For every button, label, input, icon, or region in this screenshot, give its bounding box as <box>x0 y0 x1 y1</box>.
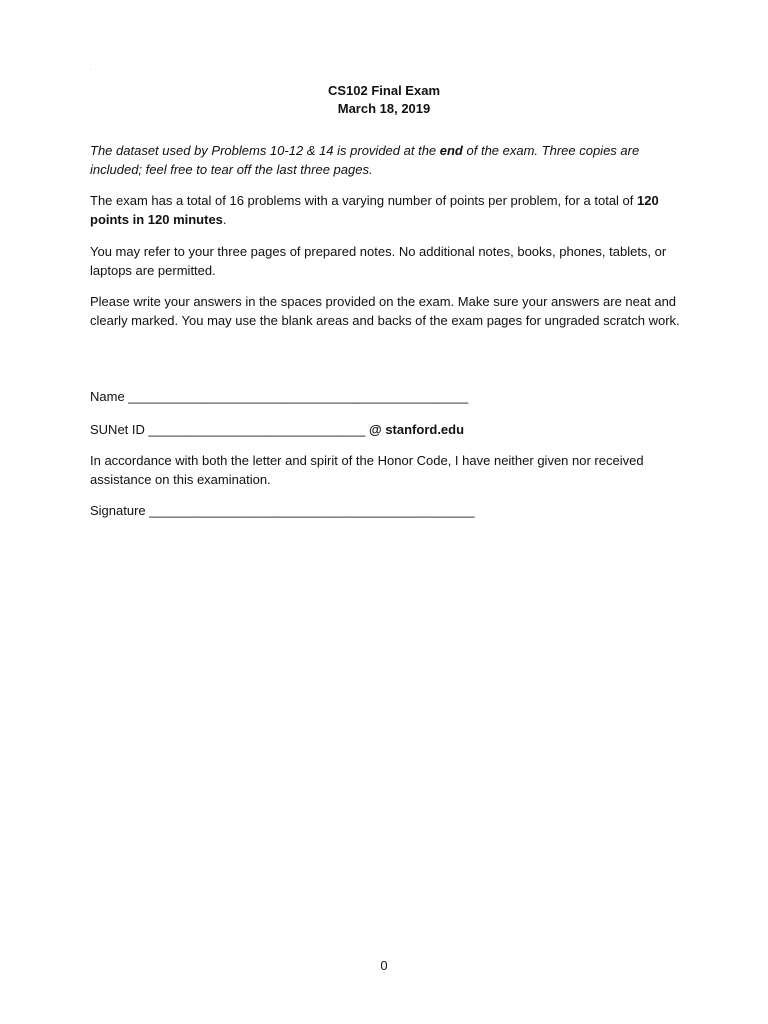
exam-title: CS102 Final Exam <box>328 83 440 98</box>
dataset-note-part2: of the exam. Three copies are included; feel free to tear off the last three pages. <box>90 143 640 177</box>
signature-label: Signature <box>90 503 150 518</box>
signature-field[interactable] <box>90 502 690 521</box>
total-points-part2: . <box>222 211 227 227</box>
total-points-part1: The exam has a total of 16 problems with a varying number of points per problem, for a total of <box>90 193 638 208</box>
exam-header <box>0 82 768 118</box>
notes-policy: You may refer to your three pages of prepared notes. No additional notes, books, phones, tablets, or laptops are permitted. <box>90 244 667 278</box>
sunet-field[interactable] <box>90 421 690 440</box>
name-field[interactable] <box>90 388 690 407</box>
dataset-note <box>90 142 690 179</box>
sunet-domain: @ stanford.edu <box>365 422 465 437</box>
sunet-line[interactable]: ______________________________ <box>148 422 366 437</box>
answers-instructions: Please write your answers in the spaces provided on the exam. Make sure your answers are neat and clearly marked. You may use the blank areas and backs of the exam pages for ungraded scratch work. <box>90 294 680 328</box>
stray-mark: . <box>90 66 92 72</box>
page-number: 0 <box>380 958 388 973</box>
total-points-note <box>90 192 690 229</box>
dataset-note-part1: The dataset used by Problems 10-12 & 14 is provided at the <box>90 143 440 158</box>
dataset-note-emphasis: end <box>439 143 463 158</box>
signature-line[interactable]: _____________________________________________ <box>149 503 475 518</box>
honor-code-statement: In accordance with both the letter and spirit of the Honor Code, I have neither given nor received assistance on this examination. <box>90 453 644 487</box>
sunet-label: SUNet ID <box>90 422 149 437</box>
exam-date: March 18, 2019 <box>337 101 431 116</box>
name-line[interactable]: _______________________________________________ <box>128 389 469 404</box>
total-points-emphasis: 120 points in 120 minutes <box>90 193 659 227</box>
name-label: Name <box>90 389 129 404</box>
